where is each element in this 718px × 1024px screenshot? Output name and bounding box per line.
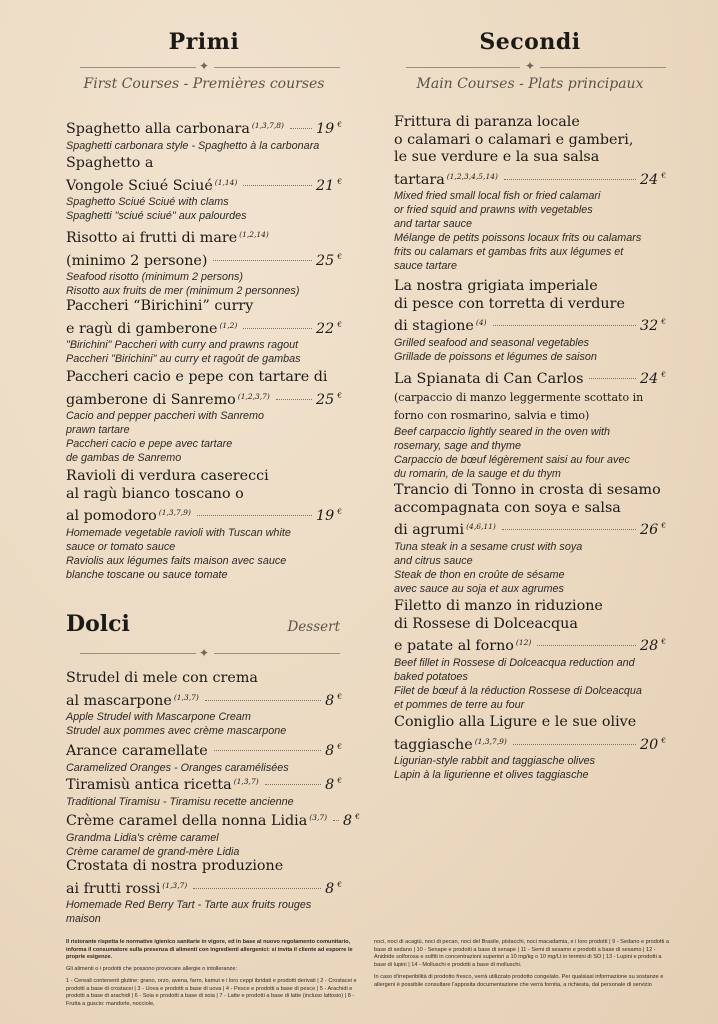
primi-menu-item bbox=[66, 298, 342, 366]
dish-name-line: Strudel di mele con crema bbox=[66, 670, 258, 686]
price bbox=[325, 688, 342, 711]
sparkle-icon: ✦ bbox=[199, 59, 210, 73]
dish-description: Spaghetto Sciué Sciué with clams bbox=[66, 196, 229, 208]
dish-description: baked potatoes bbox=[394, 670, 468, 683]
allergen-codes: (1,3,7) bbox=[233, 777, 259, 786]
allergen-codes: (1,3,7,9) bbox=[158, 508, 191, 517]
dolci-subtitle: Dessert bbox=[287, 619, 340, 635]
price-value: 21 bbox=[316, 177, 335, 194]
currency-symbol: € bbox=[337, 390, 342, 400]
dish-name: Tiramisù antica ricetta $^{(1,3,7)}$ bbox=[66, 777, 259, 793]
dish-name: La Spianata di Can Carlos bbox=[394, 371, 584, 387]
dolci-menu-item bbox=[66, 772, 342, 809]
dish-description: Spaghetti carbonara style - Spaghetto à la carbonara bbox=[66, 139, 320, 152]
currency-symbol: € bbox=[337, 120, 342, 129]
dish-name-line: Paccheri cacio e pepe con tartare di bbox=[66, 369, 328, 385]
primi-menu-item bbox=[66, 226, 342, 298]
currency-symbol: € bbox=[355, 812, 360, 821]
dish-name-last-line bbox=[66, 387, 342, 410]
price bbox=[325, 738, 342, 761]
dish-name-line: di pesce con torretta di verdure bbox=[394, 295, 625, 312]
dolci-title: Dolci bbox=[66, 611, 130, 637]
dish-description: frits ou calamars et gambas frits aux légumes et bbox=[394, 246, 624, 258]
dish-name-line: Ravioli di verdura caserecci bbox=[66, 468, 269, 484]
dish-description: Grandma Lidia's crème caramel bbox=[66, 831, 219, 844]
dish-description: Seafood risotto (minimum 2 persons) bbox=[66, 271, 244, 283]
dotted-leader bbox=[243, 185, 312, 186]
price bbox=[343, 808, 360, 831]
dotted-leader bbox=[504, 179, 636, 180]
dish-name: e patate al forno $^{(12)}$ bbox=[394, 638, 532, 654]
dotted-leader bbox=[537, 645, 636, 646]
dish-name-line: o calamari o calamari e gamberi, bbox=[394, 131, 634, 148]
secondi-menu-item bbox=[394, 482, 666, 596]
price bbox=[316, 173, 342, 196]
price-value: 8 bbox=[325, 692, 335, 709]
sparkle-icon: ✦ bbox=[525, 59, 536, 73]
allergen-codes: (1,14) bbox=[214, 177, 238, 187]
secondi-menu-item bbox=[394, 114, 666, 273]
dish-name-last-line bbox=[394, 167, 666, 190]
allergen-notice-left bbox=[66, 939, 362, 1013]
divider-line bbox=[406, 67, 520, 68]
price-value: 8 bbox=[343, 813, 353, 829]
currency-symbol: € bbox=[337, 176, 342, 186]
dish-name-line: Risotto ai frutti di mare $^{(1,2,14)}$ bbox=[66, 230, 269, 246]
dolci-menu-item bbox=[66, 858, 342, 926]
dish-description: Beef fillet in Rossese di Dolceacqua reduction and bbox=[394, 656, 635, 669]
price bbox=[640, 313, 666, 336]
price-value: 24 bbox=[640, 371, 659, 387]
price bbox=[640, 366, 666, 389]
dish-description: Raviolis aux légumes faits maison avec sauce bbox=[66, 554, 287, 567]
dish-name-line: Coniglio alla Ligure e le sue olive bbox=[394, 714, 637, 730]
dish-name: gamberone di Sanremo $^{(1,2,3,7)}$ bbox=[66, 391, 270, 408]
dotted-leader bbox=[193, 888, 321, 889]
frozen-product-notice: In caso d'irreperibilità di prodotto fresco, verrà utilizzato prodotto congelato. Per qualsiasi informazione su sostanze e allergeni è possibile consultare l'apposita documentazione che verrà fornita, a richiesta, dal personale di servizio bbox=[374, 973, 664, 988]
dish-description: Homemade Red Berry Tart - Tarte aux fruits rouges maison bbox=[66, 899, 312, 925]
dish-name: al pomodoro $^{(1,3,7,9)}$ bbox=[66, 508, 191, 524]
sparkle-icon: ✦ bbox=[199, 646, 210, 660]
dish-description: Carpaccio de bœuf légèrement saisi au four avec bbox=[394, 453, 630, 466]
dish-description: sauce or tomato sauce bbox=[66, 540, 176, 553]
price-value: 25 bbox=[316, 252, 335, 269]
allergen-codes: (1,2,3,7) bbox=[237, 391, 270, 401]
currency-symbol: € bbox=[661, 521, 666, 530]
dish-description: Grilled seafood and seasonal vegetables bbox=[394, 336, 590, 349]
allergen-notice-right bbox=[374, 939, 670, 993]
dish-name-last-line bbox=[66, 503, 342, 526]
allergen-list-part1: 1 - Cereali contenenti glutine: grano, orzo, avena, farro, kamut e i loro ceppi ibridati e prodotti derivati | 2 - Crostacei e prodotti a base di crostacei | 3 - Uova e prodotti a base di uova | 4 - Pesce e prodotti a base di pesce | 5 - Arachidi e prodotti a base di arachidi | 6 - Soia e prodotti a base di soia | 7 - Latte e prodotti a base di latte (incluso lattosio) | 8 - Frutta a guscio: mandorle, nocciole, bbox=[66, 977, 357, 1007]
allergen-codes: (4,6,11) bbox=[466, 522, 496, 531]
price-value: 22 bbox=[316, 320, 335, 337]
dish-name-last-line bbox=[394, 633, 666, 656]
currency-symbol: € bbox=[337, 879, 342, 889]
divider-line bbox=[540, 67, 666, 68]
secondi-title: Secondi bbox=[479, 29, 581, 55]
dish-description: blanche toscane ou sauce tomate bbox=[66, 568, 228, 581]
allergen-codes: (4) bbox=[475, 318, 487, 327]
dish-description: and citrus sauce bbox=[394, 554, 473, 567]
dish-description: Strudel aux pommes avec crème mascarpone bbox=[66, 725, 287, 737]
dish-name: e ragù di gamberone $^{(1,2)}$ bbox=[66, 320, 238, 337]
primi-menu-item bbox=[66, 468, 342, 582]
dish-description: Homemade vegetable ravioli with Tuscan white bbox=[66, 526, 291, 539]
dish-description: avec sauce au soja et aux agrumes bbox=[394, 582, 564, 595]
currency-symbol: € bbox=[337, 691, 342, 701]
dish-description: Paccheri "Birichini" au curry et ragoût de gambas bbox=[66, 353, 301, 365]
allergen-codes: (1,2,3,4,5,14) bbox=[446, 171, 498, 181]
allergen-codes: (1,2) bbox=[219, 320, 238, 330]
dish-name: di stagione $^{(4)}$ bbox=[394, 318, 487, 334]
dish-description: Crème caramel de grand-mère Lidia bbox=[66, 845, 240, 858]
dish-name-last-line bbox=[394, 517, 666, 540]
dish-description: du romarin, de la sauge et du thym bbox=[394, 467, 561, 480]
dish-name-last-line bbox=[66, 772, 342, 795]
dotted-leader bbox=[589, 378, 636, 379]
dish-name-last-line bbox=[66, 316, 342, 339]
divider-line bbox=[214, 67, 340, 68]
allergen-codes: (12) bbox=[515, 638, 532, 647]
dish-description: Tuna steak in a sesame crust with soya bbox=[394, 540, 583, 553]
dish-name: al mascarpone $^{(1,3,7)}$ bbox=[66, 692, 199, 709]
dish-name-last-line bbox=[66, 116, 342, 139]
allergen-codes: (1,3,7) bbox=[162, 880, 188, 890]
dish-name-line: Paccheri “Birichini” curry bbox=[66, 298, 254, 314]
dolci-menu-item bbox=[66, 738, 342, 775]
dotted-leader bbox=[502, 529, 636, 530]
dotted-leader bbox=[205, 700, 321, 701]
currency-symbol: € bbox=[661, 735, 666, 745]
allergen-codes: (1,3,7) bbox=[173, 692, 199, 702]
dotted-leader bbox=[513, 744, 636, 745]
dish-description: Grillade de poissons et légumes de saison bbox=[394, 350, 597, 363]
price bbox=[640, 167, 666, 190]
price-value: 26 bbox=[640, 522, 659, 538]
dish-name: di agrumi $^{(4,6,11)}$ bbox=[394, 522, 496, 538]
price bbox=[640, 732, 666, 755]
allergen-list-part2: noci, noci di acagiù, noci di pecan, noci del Brasile, pistacchi, noci macadamia, e i loro prodotti | 9 - Sedano e prodotti a base di sedano | 10 - Senape e prodotti a base di senape | 11 - Semi di sesamo e prodotti a base di sesamo | 12 - Anidride solforosa e solfiti in concentrazioni superiori a 10 mg/kg o 10 mg/Lt in termini di SO | 13 - Lupini e prodotti a base di lupini | 14 - Molluschi e prodotti a base di molluschi. bbox=[374, 939, 669, 969]
dotted-leader bbox=[290, 128, 312, 129]
dotted-leader bbox=[214, 750, 321, 751]
dish-description: and tartar sauce bbox=[394, 218, 473, 230]
price-value: 32 bbox=[640, 318, 659, 334]
dish-description: Risotto aux fruits de mer (minimum 2 personnes) bbox=[66, 285, 300, 297]
dish-description: Mélange de petits poissons locaux frits ou calamars bbox=[394, 232, 642, 244]
dotted-leader bbox=[243, 328, 312, 329]
secondi-menu-item bbox=[394, 598, 666, 712]
price bbox=[316, 316, 342, 339]
dish-name: Arance caramellate bbox=[66, 743, 208, 759]
primi-subtitle: First Courses - Premières courses bbox=[83, 76, 325, 92]
price bbox=[316, 116, 342, 139]
dish-name: Vongole Sciué Sciué $^{(1,14)}$ bbox=[66, 177, 238, 194]
currency-symbol: € bbox=[337, 776, 342, 785]
price-value: 25 bbox=[316, 391, 335, 408]
allergen-intro: Il ristorante rispetta le normative igienico sanitarie in vigore, ed in base al nuovo regolamento comunitario, informa il consumatore sulla presenza di alimenti con ingredienti allergenici: si invita il cliente ad esporre le proprie esigenze. bbox=[66, 939, 353, 961]
dish-name-line: Filetto di manzo in riduzione bbox=[394, 598, 603, 614]
divider-line bbox=[214, 653, 340, 654]
price-value: 8 bbox=[325, 880, 335, 897]
price-value: 24 bbox=[640, 171, 659, 188]
dish-name-line: Crostata di nostra produzione bbox=[66, 858, 284, 874]
price bbox=[640, 517, 666, 540]
dish-note: forno con rosmarino, salvia e timo) bbox=[394, 408, 590, 422]
dotted-leader bbox=[493, 325, 637, 326]
dish-name: Crème caramel della nonna Lidia $^{(3,7)}$ bbox=[66, 813, 328, 829]
dish-name-line: Spaghetto a bbox=[66, 155, 154, 171]
dish-name: tartara $^{(1,2,3,4,5,14)}$ bbox=[394, 171, 498, 188]
secondi-menu-item bbox=[394, 278, 666, 364]
allergen-heading: Gli alimenti o i prodotti che possono provocare allergie o intolleranze: bbox=[66, 966, 238, 973]
dish-name-line: di Rossese di Dolceacqua bbox=[394, 615, 578, 632]
primi-menu-item bbox=[66, 155, 342, 223]
dish-description: Ligurian-style rabbit and taggiasche olives bbox=[394, 755, 596, 767]
dish-name-line: al ragù bianco toscano o bbox=[66, 485, 244, 502]
allergen-codes: (1,3,7,9) bbox=[474, 736, 507, 746]
dish-name-last-line bbox=[394, 366, 666, 389]
price-value: 20 bbox=[640, 736, 659, 753]
dish-description: Spaghetti "sciué sciué" aux palourdes bbox=[66, 210, 247, 222]
dish-name-line: Frittura di paranza locale bbox=[394, 114, 580, 130]
dish-name-last-line bbox=[66, 808, 360, 831]
dish-name-line: accompagnata con soya e salsa bbox=[394, 499, 621, 516]
currency-symbol: € bbox=[337, 319, 342, 329]
dish-name-last-line bbox=[394, 313, 666, 336]
secondi-subtitle: Main Courses - Plats principaux bbox=[416, 76, 644, 92]
dish-description: "Birichini" Paccheri with curry and prawns ragout bbox=[66, 339, 299, 351]
dish-description: et pommes de terre au four bbox=[394, 698, 525, 711]
currency-symbol: € bbox=[661, 637, 666, 646]
dish-description: Paccheri cacio e pepe avec tartare bbox=[66, 438, 233, 450]
dotted-leader bbox=[197, 515, 312, 516]
dotted-leader bbox=[333, 820, 339, 821]
dish-description: de gambas de Sanremo bbox=[66, 452, 182, 464]
dish-description: Beef carpaccio lightly seared in the oven with bbox=[394, 425, 611, 438]
primi-menu-item bbox=[66, 369, 342, 465]
dish-description: Steak de thon en croûte de sésame bbox=[394, 568, 565, 581]
dish-description: Cacio and pepper paccheri with Sanremo bbox=[66, 410, 265, 422]
secondi-menu-item bbox=[394, 714, 666, 782]
price-value: 19 bbox=[316, 121, 335, 137]
dish-name-last-line bbox=[66, 876, 342, 899]
dish-name-last-line bbox=[66, 173, 342, 196]
dish-description: or fried squid and prawns with vegetables bbox=[394, 204, 593, 216]
dish-note: (carpaccio di manzo leggermente scottato in bbox=[394, 390, 644, 404]
price bbox=[325, 772, 342, 795]
dish-name-last-line bbox=[394, 732, 666, 755]
dish-name-line: le sue verdure e la sua salsa bbox=[394, 149, 600, 165]
price-value: 8 bbox=[325, 777, 335, 793]
dish-name-last-line bbox=[66, 688, 342, 711]
dotted-leader bbox=[213, 260, 312, 261]
allergen-codes: (1,3,7,8) bbox=[251, 121, 284, 130]
price bbox=[316, 248, 342, 271]
price-value: 28 bbox=[640, 638, 659, 654]
dish-name-line: La nostra grigiata imperiale bbox=[394, 278, 598, 294]
currency-symbol: € bbox=[661, 317, 666, 326]
dish-name-last-line bbox=[66, 248, 342, 271]
price bbox=[640, 633, 666, 656]
dish-name: taggiasche $^{(1,3,7,9)}$ bbox=[394, 736, 507, 753]
allergen-codes: (3,7) bbox=[309, 813, 328, 822]
price bbox=[325, 876, 342, 899]
dish-name: ai frutti rossi $^{(1,3,7)}$ bbox=[66, 880, 188, 897]
divider-line bbox=[80, 653, 196, 654]
dish-name-last-line bbox=[66, 738, 342, 761]
price bbox=[316, 503, 342, 526]
currency-symbol: € bbox=[661, 370, 666, 379]
dish-description: Apple Strudel with Mascarpone Cream bbox=[66, 711, 251, 723]
dish-description: Traditional Tiramisu - Tiramisu recette ancienne bbox=[66, 795, 294, 808]
dish-name: (minimo 2 persone) bbox=[66, 252, 208, 269]
allergen-codes: (1,2,14) bbox=[239, 230, 269, 239]
currency-symbol: € bbox=[661, 170, 666, 180]
dish-description: Lapin à la ligurienne et olives taggiasche bbox=[394, 769, 589, 781]
primi-menu-item bbox=[66, 116, 342, 153]
dish-description: Mixed fried small local fish or fried calamari bbox=[394, 190, 601, 202]
secondi-menu-item bbox=[394, 366, 666, 481]
dish-description: prawn tartare bbox=[66, 424, 130, 436]
dish-description: rosemary, sage and thyme bbox=[394, 439, 522, 452]
currency-symbol: € bbox=[337, 507, 342, 516]
dish-description: Filet de bœuf à la réduction Rossese di Dolceacqua bbox=[394, 684, 642, 697]
primi-title: Primi bbox=[168, 29, 240, 55]
dotted-leader bbox=[276, 399, 312, 400]
price-value: 19 bbox=[316, 508, 335, 524]
currency-symbol: € bbox=[337, 251, 342, 261]
dish-name-line: Trancio di Tonno in crosta di sesamo bbox=[394, 482, 661, 498]
currency-symbol: € bbox=[337, 742, 342, 751]
dish-description: Caramelized Oranges - Oranges caramélisées bbox=[66, 761, 289, 774]
dolci-menu-item bbox=[66, 670, 342, 738]
dotted-leader bbox=[265, 784, 321, 785]
dolci-menu-item bbox=[66, 808, 360, 859]
price bbox=[316, 387, 342, 410]
price-value: 8 bbox=[325, 743, 335, 759]
dish-description: sauce tartare bbox=[394, 260, 458, 272]
dish-name: Spaghetto alla carbonara $^{(1,3,7,8)}$ bbox=[66, 121, 284, 137]
divider-line bbox=[80, 67, 196, 68]
